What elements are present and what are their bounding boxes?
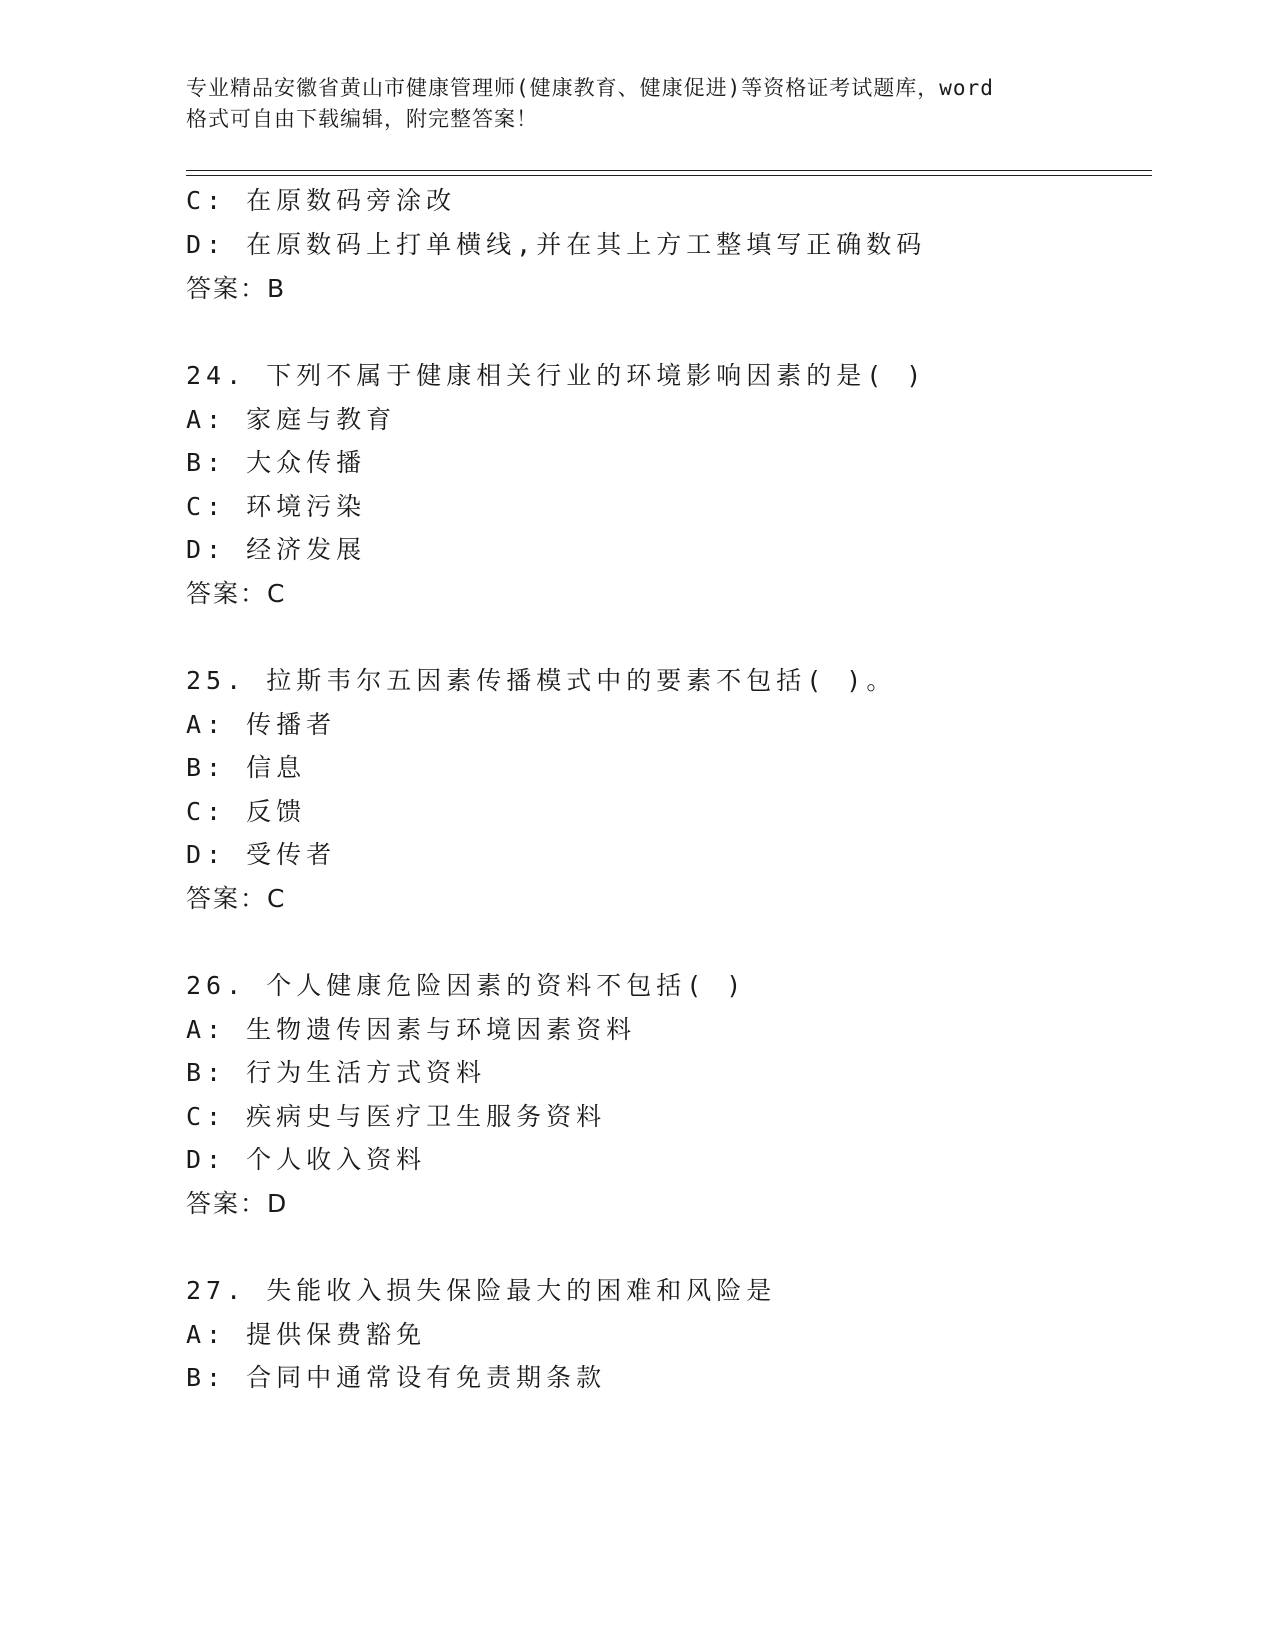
header-divider-bottom (186, 175, 1152, 176)
option-a: A: 提供保费豁免 (186, 1320, 427, 1349)
option-c: C: 反馈 (186, 797, 307, 826)
header-line-2: 格式可自由下载编辑，附完整答案！ (186, 107, 538, 131)
answer-line: 答案：D (186, 1189, 289, 1218)
header-line-1: 专业精品安徽省黄山市健康管理师(健康教育、健康促进)等资格证考试题库，word (186, 76, 994, 100)
question-stem: 27. 失能收入损失保险最大的困难和风险是 (186, 1276, 777, 1305)
option-d: D: 经济发展 (186, 535, 367, 564)
option-b: B: 行为生活方式资料 (186, 1058, 487, 1087)
question-stem: 24. 下列不属于健康相关行业的环境影响因素的是( ) (186, 361, 927, 390)
option-b: B: 信息 (186, 753, 307, 782)
option-d: D: 个人收入资料 (186, 1145, 427, 1174)
option-b: B: 大众传播 (186, 448, 367, 477)
question-stem: 26. 个人健康危险因素的资料不包括( ) (186, 971, 747, 1000)
option-a: A: 生物遗传因素与环境因素资料 (186, 1015, 637, 1044)
option-d: D: 在原数码上打单横线,并在其上方工整填写正确数码 (186, 230, 927, 259)
answer-line: 答案：B (186, 274, 287, 303)
option-c: C: 疾病史与医疗卫生服务资料 (186, 1102, 607, 1131)
option-a: A: 传播者 (186, 710, 337, 739)
answer-line: 答案：C (186, 884, 287, 913)
option-c: C: 在原数码旁涂改 (186, 186, 457, 215)
header-divider-top (186, 170, 1152, 171)
answer-line: 答案：C (186, 579, 287, 608)
option-c: C: 环境污染 (186, 492, 367, 521)
option-b: B: 合同中通常设有免责期条款 (186, 1363, 607, 1392)
option-a: A: 家庭与教育 (186, 405, 397, 434)
question-stem: 25. 拉斯韦尔五因素传播模式中的要素不包括( )。 (186, 666, 897, 695)
option-d: D: 受传者 (186, 840, 337, 869)
